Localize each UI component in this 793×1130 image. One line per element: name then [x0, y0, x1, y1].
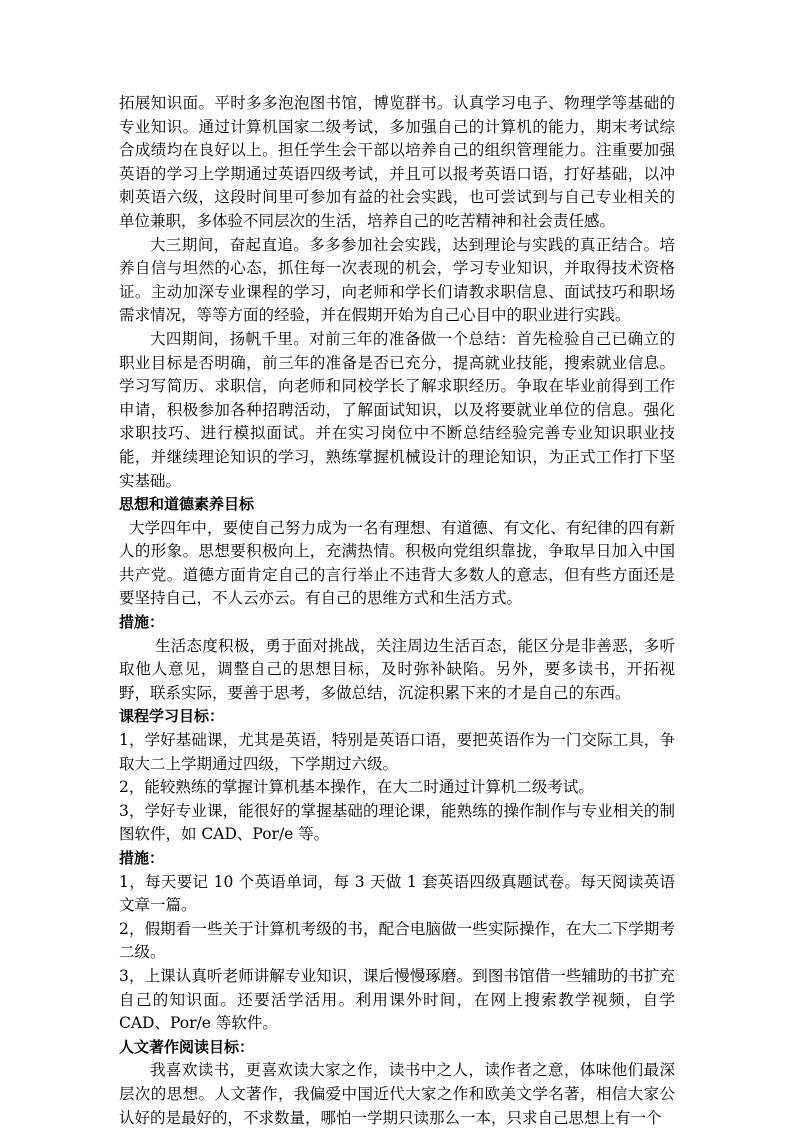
heading-moral-goals: 思想和道德素养目标: [119, 495, 255, 514]
heading-course-goals: 课程学习目标：: [119, 707, 225, 726]
measure-item: 2，假期看一些关于计算机考级的书，配合电脑做一些实际操作，在大二下学期考二级。: [119, 919, 675, 962]
paragraph-measures-1: 生活态度积极，勇于面对挑战，关注周边生活百态，能区分是非善恶，多听取他人意见，调整自己的思想目标，及时弥补缺陷。另外，要多读书，开拓视野，联系实际，要善于思考，多做总结，沉淀积累下来的才是自己的东西。: [119, 636, 675, 702]
document-page: [119, 92, 675, 1130]
paragraph-expand-knowledge: 拓展知识面。平时多多泡泡图书馆，博览群书。认真学习电子、物理学等基础的专业知识。通过计算机国家二级考试，多加强自己的计算机的能力，期末考试综合成绩均在良好以上。担任学生会干部以培养自己的组织管理能力。注重要加强英语的学习上学期通过英语四级考试，并且可以报考英语口语，打好基础，以冲刺英语六级，这段时间里可参加有益的社会实践，也可尝试到与自己专业相关的单位兼职，多体验不同层次的生活，培养自己的吃苦精神和社会责任感。: [119, 94, 675, 230]
heading-reading-goals: 人文著作阅读目标：: [119, 1037, 255, 1056]
measure-item: 3，上课认真听老师讲解专业知识，课后慢慢琢磨。到图书馆借一些辅助的书扩充自己的知识面。还要活学活用。利用课外时间，在网上搜索教学视频，自学 CAD、Por/e 等软件。: [119, 966, 675, 1033]
course-goal-item: 2，能较熟练的掌握计算机基本操作，在大二时通过计算机二级考试。: [119, 778, 594, 797]
paragraph-senior-year: 大四期间，扬帆千里。对前三年的准备做一个总结：首先检验自己已确立的职业目标是否明确，前三年的准备是否已充分，提高就业技能，搜索就业信息。学习写简历、求职信，向老师和同校学长了解求职经历。争取在毕业前得到工作申请，积极参加各种招聘活动，了解面试知识，以及将要就业单位的信息。强化求职技巧、进行模拟面试。并在实习岗位中不断总结经验完善专业知识职业技能，并继续理论知识的学习，熟练掌握机械设计的理论知识，为正式工作打下坚实基础。: [119, 329, 675, 490]
measure-item: 1，每天要记 10 个英语单词，每 3 天做 1 套英语四级真题试卷。每天阅读英语文章一篇。: [119, 872, 675, 915]
course-goal-item: 1，学好基础课，尤其是英语，特别是英语口语，要把英语作为一门交际工具，争取大二上学期通过四级，下学期过六级。: [119, 731, 675, 773]
course-goal-item: 3，学好专业课，能很好的掌握基础的理论课，能熟练的操作制作与专业相关的制图软件，如 CAD、Por/e 等。: [119, 801, 675, 844]
heading-measures-2: 措施：: [119, 849, 165, 867]
heading-measures-1: 措施：: [119, 613, 165, 632]
paragraph-reading-goals: 我喜欢读书，更喜欢读大家之作，读书中之人，读作者之意，体味他们最深层次的思想。人文著作，我偏爱中国近代大家之作和欧美文学名著，相信大家公认好的是最好的，不求数量，哪怕一学期只读那么一本，只求自己思想上有一个: [119, 1061, 675, 1127]
paragraph-junior-year: 大三期间，奋起直追。多多参加社会实践，达到理论与实践的真正结合。培养自信与坦然的心态，抓住每一次表现的机会，学习专业知识，并取得技术资格证。主动加深专业课程的学习，向老师和学长们请教求职信息、面试技巧和职场需求情况，等等方面的经验，并在假期开始为自己心目中的职业进行实践。: [119, 235, 675, 325]
paragraph-moral-goals: 大学四年中，要使自己努力成为一名有理想、有道德、有文化、有纪律的四有新人的形象。思想要积极向上，充满热情。积极向党组织靠拢，争取早日加入中国共产党。道德方面肯定自己的言行举止不违背大多数人的意志，但有些方面还是要坚持自己，不人云亦云。有自己的思维方式和生活方式。: [119, 518, 675, 608]
